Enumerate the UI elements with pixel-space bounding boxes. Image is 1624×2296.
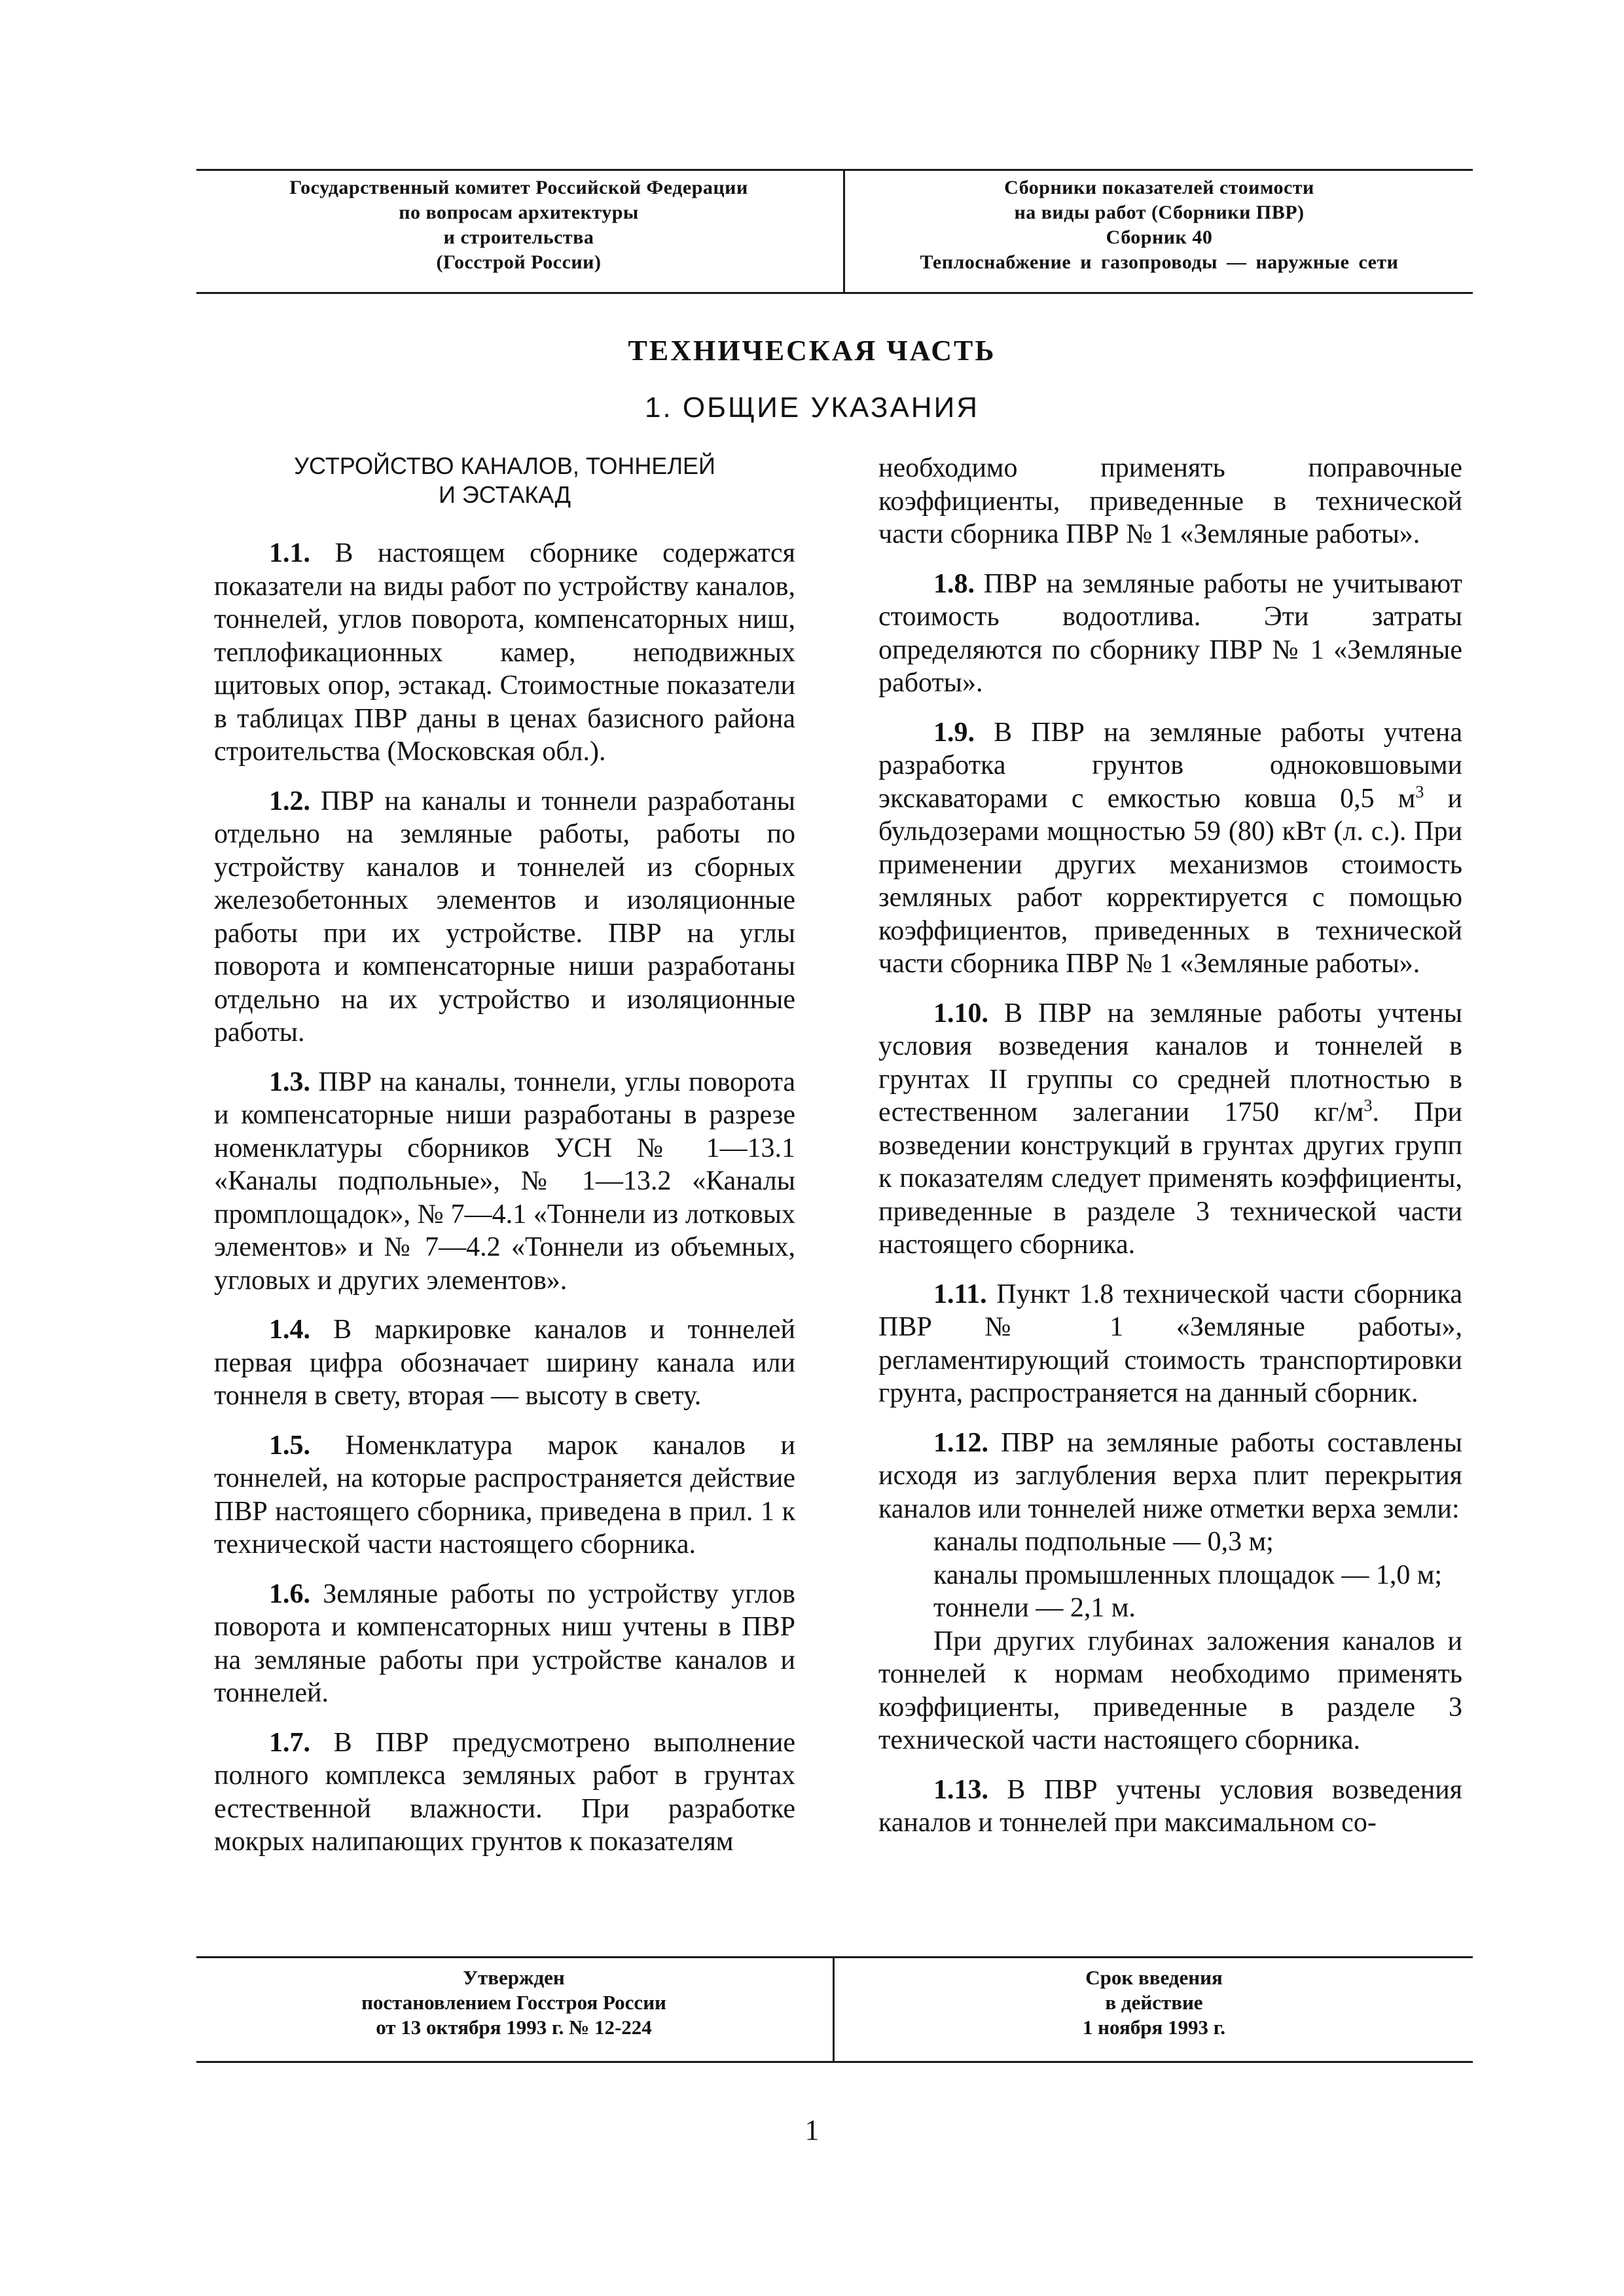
paragraph-1-5	[214, 1429, 795, 1561]
header-right-line: на виды работ (Сборники ПВР)	[1014, 202, 1305, 223]
paragraph-text: ПВР на земляные работы составлены исходя из заглубления верха плит перекрытия каналов или тоннелей ниже отметки верха земли:	[878, 1427, 1462, 1524]
header-bottom-rule	[196, 292, 1473, 294]
paragraph-number: 1.5.	[269, 1430, 310, 1461]
subheading-line: УСТРОЙСТВО КАНАЛОВ, ТОННЕЛЕЙ	[294, 452, 715, 479]
paragraph-text: ПВР на каналы, тоннели, углы поворота и компенсаторные ниши разработаны в разрезе номенклатуры сборников УСН № 1—13.1 «Каналы подпольные», № 1—13.2 «Каналы промплощадок», № 7—4.1 «Тоннели из лотковых элементов» и № 7—4.2 «Тоннели из объемных, угловых и других элементов».	[214, 1066, 795, 1296]
paragraph-text: . При возведении конструкций в грунтах других групп к показателям следует применять коэффициенты, приведенные в разделе 3 технической части настоящего сборника.	[878, 1097, 1462, 1260]
paragraph-number: 1.4.	[269, 1315, 310, 1345]
paragraph-text: Земляные работы по устройству углов поворота и компенсаторных ниш учтены в ПВР на земляные работы при устройстве каналов и тоннелей.	[214, 1578, 795, 1708]
paragraph-1-7	[214, 1726, 795, 1859]
right-column	[878, 452, 1462, 1840]
header-left-line: (Госстрой России)	[436, 251, 602, 273]
footer-right-line: 1 ноября 1993 г.	[1082, 2016, 1226, 2039]
paragraph-text: В маркировке каналов и тоннелей первая цифра обозначает ширину канала или тоннеля в свету, вторая — высоту в свету.	[214, 1315, 795, 1411]
header-right-block	[846, 175, 1473, 275]
paragraph-1-6	[214, 1578, 795, 1710]
paragraph-text: Номенклатура марок каналов и тоннелей, на которые распространяется действие ПВР настоящего сборника, приведена в прил. 1 к технической части настоящего сборника.	[214, 1430, 795, 1559]
paragraph-number: 1.13.	[933, 1774, 988, 1805]
paragraph-text: ПВР на земляные работы не учитывают стоимость водоотлива. Эти затраты определяются по сборнику ПВР № 1 «Земляные работы».	[878, 568, 1462, 698]
paragraph-text: В ПВР на земляные работы учтена разработка грунтов одноковшовыми экскаваторами с емкостью ковша 0,5 м	[878, 717, 1462, 814]
paragraph-number: 1.12.	[933, 1427, 988, 1458]
list-item: каналы подпольные — 0,3 м;	[933, 1527, 1274, 1557]
paragraph-1-1	[214, 537, 795, 769]
footer-left-line: постановлением Госстроя России	[361, 1991, 666, 2014]
paragraph-text: В ПВР предусмотрено выполнение полного комплекса земляных работ в грунтах естественной влажности. При разработке мокрых налипающих грунтов к показателям	[214, 1727, 795, 1857]
paragraph-1-11	[878, 1278, 1462, 1410]
left-column	[214, 452, 795, 1859]
paragraph-number: 1.9.	[933, 717, 975, 748]
paragraph-1-13	[878, 1774, 1462, 1840]
paragraph-1-9	[878, 716, 1462, 981]
superscript: 3	[1363, 1096, 1373, 1115]
header-left-block	[196, 175, 841, 275]
header-left-line: Государственный комитет Российской Федерации	[289, 177, 748, 198]
paragraph-number: 1.1.	[269, 538, 310, 568]
footer-right-line: в действие	[1105, 1991, 1203, 2014]
paragraph-number: 1.2.	[269, 786, 310, 816]
list-item: каналы промышленных площадок — 1,0 м;	[933, 1559, 1443, 1590]
subheading-line: И ЭСТАКАД	[439, 481, 571, 508]
footer-bottom-rule	[196, 2061, 1473, 2063]
footer-divider	[833, 1956, 835, 2061]
depth-list	[878, 1525, 1462, 1625]
paragraph-1-3	[214, 1066, 795, 1298]
header-right-line: Сборник 40	[1106, 227, 1213, 248]
footer-left-line: от 13 октября 1993 г. № 12-224	[376, 2016, 652, 2039]
paragraph-number: 1.7.	[269, 1727, 310, 1758]
header-left-line: по вопросам архитектуры	[399, 202, 639, 223]
header-top-rule	[196, 169, 1473, 171]
paragraph-text: и бульдозерами мощностью 59 (80) кВт (л. с.). При применении других механизмов стоимость земляных работ корректируется с помощью коэффициентов, приведенных в технической части сборника ПВР № 1 «Земляные работы».	[878, 783, 1462, 979]
paragraph-1-12-after: При других глубинах заложения каналов и тоннелей к нормам необходимо применять коэффициенты, приведенные в разделе 3 технической части настоящего сборника.	[878, 1626, 1462, 1755]
footer-top-rule	[196, 1956, 1473, 1958]
superscript: 3	[1415, 782, 1424, 801]
subheading	[214, 452, 795, 509]
paragraph-text: В ПВР на земляные работы учтены условия возведения каналов и тоннелей в грунтах II группы со средней плотностью в естественном залегании 1750 кг/м	[878, 998, 1462, 1127]
footer-right-block	[835, 1965, 1473, 2040]
paragraph-number: 1.8.	[933, 568, 975, 599]
footer-left-line: Утвержден	[463, 1966, 565, 1989]
paragraph-1-4	[214, 1313, 795, 1413]
header-right-line: Теплоснабжение и газопроводы — наружные сети	[920, 251, 1399, 273]
paragraph-1-7-continued: необходимо применять поправочные коэффициенты, приведенные в технической части сборника ПВР № 1 «Земляные работы».	[878, 453, 1462, 549]
paragraph-text: ПВР на каналы и тоннели разработаны отдельно на земляные работы, работы по устройству каналов и тоннелей из сборных железобетонных элементов и изоляционные работы при их устройстве. ПВР на углы поворота и компенсаторные ниши разработаны отдельно на их устройство и изоляционные работы.	[214, 786, 795, 1048]
header-right-line: Сборники показателей стоимости	[1004, 177, 1314, 198]
page-title: ТЕХНИЧЕСКАЯ ЧАСТЬ	[628, 335, 996, 367]
header-left-line: и строительства	[443, 227, 594, 248]
paragraph-number: 1.6.	[269, 1578, 310, 1609]
paragraph-1-12	[878, 1427, 1462, 1526]
paragraph-1-8	[878, 568, 1462, 700]
paragraph-number: 1.11.	[933, 1279, 987, 1309]
footer-right-line: Срок введения	[1085, 1966, 1223, 1989]
list-item: тоннели — 2,1 м.	[933, 1593, 1136, 1623]
paragraph-number: 1.3.	[269, 1066, 310, 1097]
page-number: 1	[804, 2114, 820, 2146]
paragraph-1-2	[214, 785, 795, 1049]
paragraph-text: В ПВР учтены условия возведения каналов и тоннелей при максимальном со-	[878, 1774, 1462, 1838]
header-divider	[843, 169, 845, 292]
paragraph-text: В настоящем сборнике содержатся показатели на виды работ по устройству каналов, тоннелей, углов поворота, компенсаторных ниш, теплофикационных камер, неподвижных щитовых опор, эстакад. Стоимостные показатели в таблицах ПВР даны в ценах базисного района строительства (Московская обл.).	[214, 538, 795, 767]
paragraph-number: 1.10.	[933, 998, 988, 1029]
section-title: 1. ОБЩИЕ УКАЗАНИЯ	[644, 392, 979, 424]
paragraph-1-10	[878, 997, 1462, 1262]
paragraph-text: Пункт 1.8 технической части сборника ПВР № 1 «Земляные работы», регламентирующий стоимость транспортировки грунта, распространяется на данный сборник.	[878, 1279, 1462, 1408]
footer-left-block	[196, 1965, 831, 2040]
